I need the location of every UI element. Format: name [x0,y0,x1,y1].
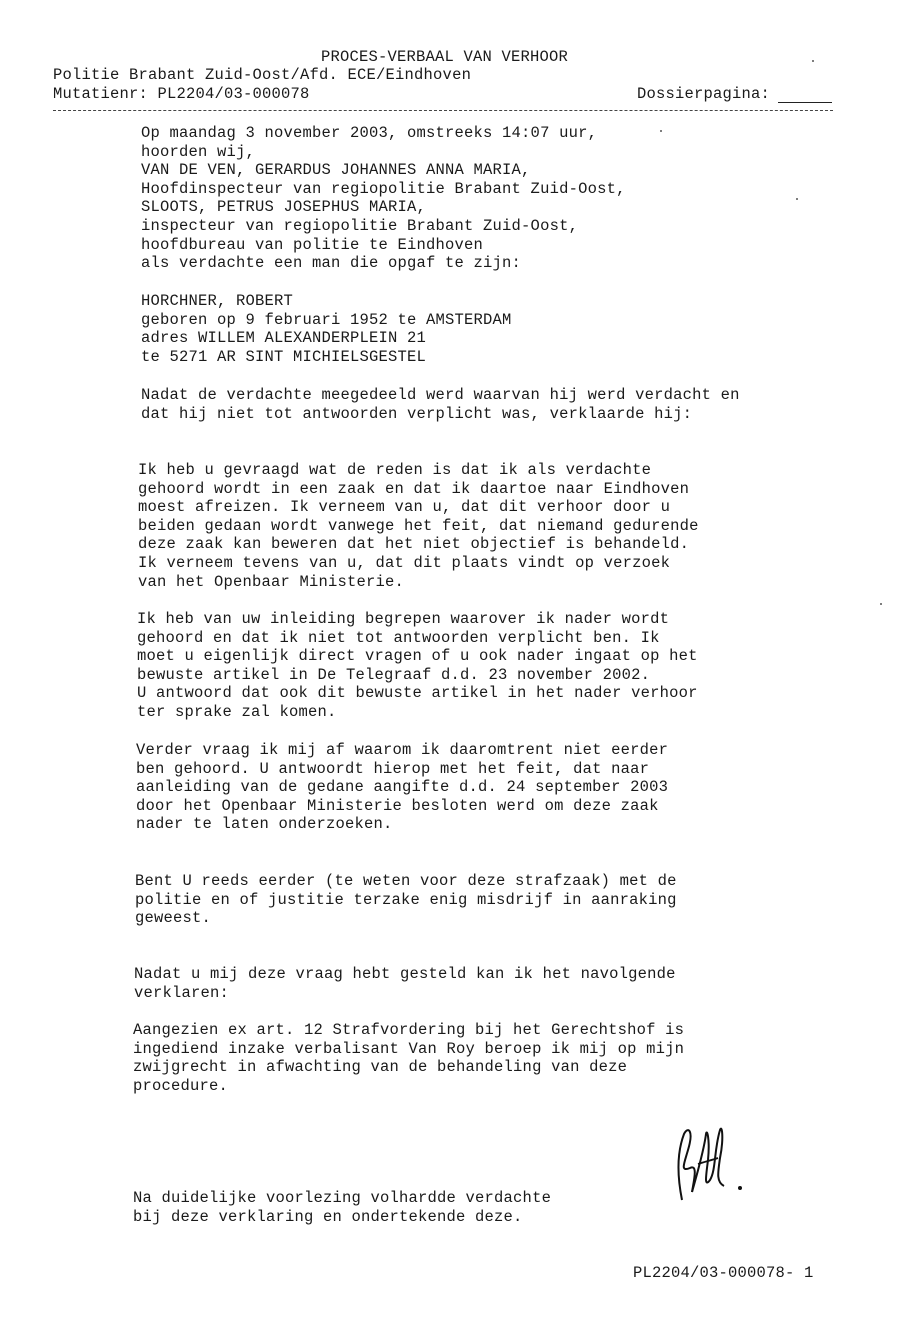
text-line: verklaren: [134,983,230,1002]
suspect-birth: geboren op 9 februari 1952 te AMSTERDAM [141,310,512,329]
text-line: ben gehoord. U antwoordt hierop met het feit, dat naar [136,759,650,778]
text-line: beiden gedaan wordt vanwege het feit, dat niemand gedurende [138,516,699,535]
text-line: procedure. [133,1076,229,1095]
text-line: als verdachte een man die opgaf te zijn: [141,254,522,273]
department-line: Politie Brabant Zuid-Oost/Afd. ECE/Eindhoven [53,66,472,84]
text-line: gehoord wordt in een zaak en dat ik daartoe naar Eindhoven [138,479,690,498]
dossier-page-label: Dossierpagina: [637,85,771,103]
text-line: Nadat u mij deze vraag hebt gesteld kan ik het navolgende [134,965,676,983]
text-line: hoorden wij, [141,142,256,161]
text-line: Op maandag 3 november 2003, omstreeks 14:07 uur, [141,124,598,142]
text-line: Ik heb u gevraagd wat de reden is dat ik als verdachte [138,461,652,479]
answer-intro-paragraph [134,965,676,1002]
text-line: Ik verneem tevens van u, dat dit plaats vindt op verzoek [138,553,671,572]
text-line: Nadat de verdachte meegedeeld werd waarvan hij werd verdacht en [141,386,740,404]
text-line: Na duidelijke voorlezing volhardde verdachte [133,1189,552,1207]
text-line: hoofdbureau van politie te Eindhoven [141,235,484,254]
suspect-address: adres WILLEM ALEXANDERPLEIN 21 [141,329,427,348]
text-line: nader te laten onderzoeken. [136,815,393,834]
text-line: ingediend inzake verbalisant Van Roy beroep ik mij op mijn [133,1039,685,1058]
text-line: Verder vraag ik mij af waarom ik daaromtrent niet eerder [136,741,669,759]
text-line: bewuste artikel in De Telegraaf d.d. 23 november 2002. [137,665,651,684]
text-line: VAN DE VEN, GERARDUS JOHANNES ANNA MARIA, [141,161,531,180]
statement-paragraph-2 [137,610,698,722]
text-line: Ik heb van uw inleiding begrepen waarover ik nader wordt [137,610,670,628]
scan-speck [660,130,662,132]
intro-paragraph [141,124,626,273]
text-line: geweest. [135,909,212,928]
text-line: door het Openbaar Ministerie besloten werd om deze zaak [136,796,659,815]
text-line: zwijgrecht in afwachting van de behandeling van deze [133,1058,628,1077]
statement-paragraph-3 [136,741,668,834]
text-line: van het Openbaar Ministerie. [138,572,405,591]
text-line: aanleiding van de gedane aangifte d.d. 24 september 2003 [136,778,669,797]
text-line: gehoord en dat ik niet tot antwoorden verplicht ben. Ik [137,628,660,647]
suspect-name: HORCHNER, ROBERT [141,292,294,310]
page-footer: PL2204/03-000078- 1 [633,1264,814,1282]
answer-paragraph [133,1021,684,1095]
text-line: SLOOTS, PETRUS JOSEPHUS MARIA, [141,198,427,217]
scan-speck [880,603,882,605]
text-line: ter sprake zal komen. [137,702,337,721]
caution-paragraph [141,386,740,423]
text-line: deze zaak kan beweren dat het niet objectief is behandeld. [138,535,690,554]
text-line: Hoofdinspecteur van regiopolitie Brabant Zuid-Oost, [141,179,626,198]
dossier-page-blank [778,102,832,103]
scan-speck [812,60,814,62]
text-line: dat hij niet tot antwoorden verplicht was, verklaarde hij: [141,404,693,423]
text-line: bij deze verklaring en ondertekende deze. [133,1207,523,1226]
closing-paragraph [133,1189,551,1226]
text-line: Aangezien ex art. 12 Strafvordering bij het Gerechtshof is [133,1021,685,1039]
header-divider [53,110,833,111]
suspect-details [141,292,512,366]
text-line: moet u eigenlijk direct vragen of u ook nader ingaat op het [137,647,698,666]
text-line: U antwoord dat ook dit bewuste artikel in het nader verhoor [137,684,698,703]
suspect-city: te 5271 AR SINT MICHIELSGESTEL [141,347,427,366]
document-title: PROCES-VERBAAL VAN VERHOOR [321,48,569,66]
text-line: inspecteur van regiopolitie Brabant Zuid-Oost, [141,216,579,235]
mutation-number: Mutatienr: PL2204/03-000078 [53,85,310,103]
signature-image [670,1120,750,1210]
text-line: Bent U reeds eerder (te weten voor deze strafzaak) met de [135,872,677,890]
scan-speck [796,198,798,200]
statement-paragraph-1 [138,461,699,591]
text-line: moest afreizen. Ik verneem van u, dat dit verhoor door u [138,498,671,517]
question-paragraph [135,872,677,928]
text-line: politie en of justitie terzake enig misdrijf in aanraking [135,890,677,909]
